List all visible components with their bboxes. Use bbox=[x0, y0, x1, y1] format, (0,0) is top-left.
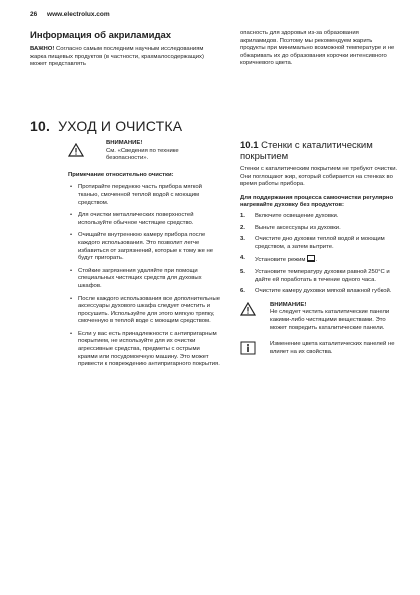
list-item: • Очищайте внутреннюю камеру прибора после каждого использования. Это позволит легче избавиться от загрязнений, которые к тому же не будут пригорать. bbox=[68, 232, 220, 262]
catalytic-info bbox=[240, 341, 398, 356]
site-url: www.electrolux.com bbox=[47, 11, 110, 18]
important-label: ВАЖНО! bbox=[30, 46, 55, 52]
subsection-number: 10.1 bbox=[240, 140, 259, 151]
section-title bbox=[30, 118, 182, 134]
info-text: Изменение цвета каталитических панелей не влияет на их свойства. bbox=[270, 341, 395, 355]
acrylamide-left bbox=[30, 30, 220, 69]
catalytic-intro: Стенки с каталитическим покрытием не требуют очистки. Они поглощают жир, который собирается на стенках во время работы прибора. bbox=[240, 166, 398, 188]
list-item: 3. Очистите дно духовки теплой водой и моющим средством, а затем вытрите. bbox=[240, 236, 385, 250]
acrylamide-title: Информация об акриламидах bbox=[30, 30, 172, 41]
acrylamide-text-left bbox=[30, 46, 220, 69]
page-number: 26 bbox=[30, 11, 38, 18]
list-item: 5. Установите температуру духовки равной 250°C и дайте ей поработать в течение одного часа. bbox=[240, 268, 390, 283]
procedure-steps bbox=[240, 213, 398, 296]
warning-title: ВНИМАНИЕ! bbox=[106, 140, 143, 146]
left-column bbox=[68, 140, 220, 374]
catalytic-warning bbox=[240, 302, 398, 332]
subsection-title bbox=[240, 140, 398, 162]
list-item: 4. Установите режим . bbox=[240, 255, 318, 264]
acrylamide-body-left: Согласно самым последним научным исследованиям жарка пищевых продуктов (в частности, крахмалосодержащих) может представлять bbox=[30, 46, 204, 68]
warning-triangle-icon bbox=[240, 302, 256, 316]
list-item: • Протирайте переднюю часть прибора мягкой тканью, смоченной теплой водой с моющим средством. bbox=[68, 184, 220, 207]
list-item: 1. Включите освещение духовки. bbox=[240, 212, 339, 219]
right-column bbox=[240, 140, 398, 356]
warning-block bbox=[68, 140, 220, 163]
info-icon bbox=[240, 341, 256, 355]
list-item: • Стойкие загрязнения удаляйте при помощи специальных чистящих средств для духовых шкафов. bbox=[68, 268, 220, 291]
warning-text: Не следует чистить каталитические панели какими-либо чистящими веществами. Это может повредить каталитические панели. bbox=[270, 309, 390, 331]
list-item: 6. Очистите камеру духовки мягкой влажной губкой. bbox=[240, 288, 392, 295]
list-item: 2. Выньте аксессуары из духовки. bbox=[240, 224, 341, 231]
acrylamide-right bbox=[240, 30, 398, 68]
note-title: Примечание относительно очистки: bbox=[68, 171, 174, 178]
page-header bbox=[30, 11, 110, 18]
subsection-title-text: Стенки с каталитическим покрытием bbox=[240, 140, 373, 162]
warning-title: ВНИМАНИЕ! bbox=[270, 301, 307, 308]
list-item: • Если у вас есть принадлежности с антипригарным покрытием, не используйте для их очистки агрессивные средства, предметы с острыми краями или посудомоечную машину. Это может привести к повреждению антипригарного покрытия. bbox=[68, 331, 220, 369]
procedure-title: Для поддержания процесса самоочистки регулярно нагревайте духовку без продуктов: bbox=[240, 194, 394, 209]
list-item: • После каждого использования все дополнительные аксессуары духового шкафа следует очистить и просушить. Используйте для этого мягкую тряпку, смоченную в теплой воде с моющим средством. bbox=[68, 296, 220, 326]
acrylamide-body-right: опасность для здоровья из-за образования акриламидов. Поэтому мы рекомендуем жарить продукты при минимально возможной температуре и не обжаривать их до образования корочки интенсивного коричневого цвета. bbox=[240, 30, 395, 67]
section-number: 10. bbox=[30, 118, 51, 134]
section-title-text: УХОД И ОЧИСТКА bbox=[58, 118, 183, 134]
list-item: • Для очистки металлических поверхностей используйте обычное чистящее средство. bbox=[68, 212, 220, 227]
cleaning-bullets bbox=[68, 184, 220, 368]
warning-text: См. «Сведения по технике безопасности». bbox=[106, 147, 179, 162]
